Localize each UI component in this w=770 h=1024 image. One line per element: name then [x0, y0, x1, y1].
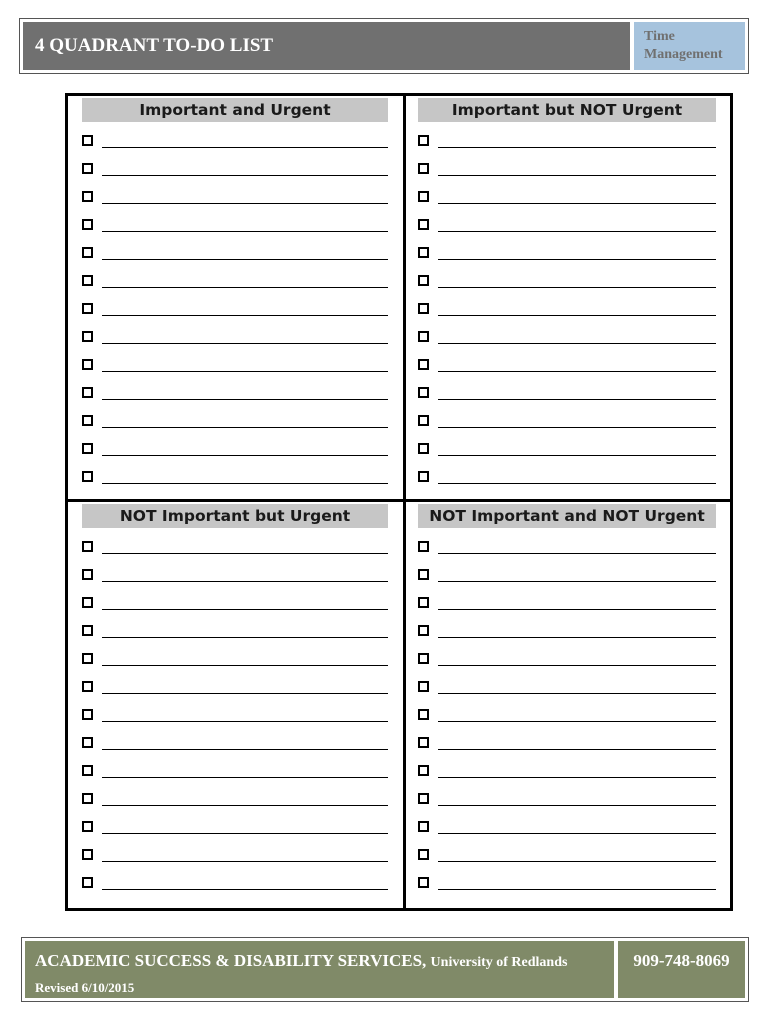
todo-row — [82, 734, 388, 754]
todo-checkbox[interactable] — [418, 275, 429, 286]
todo-checkbox[interactable] — [82, 275, 93, 286]
todo-row — [82, 846, 388, 866]
todo-checkbox[interactable] — [418, 541, 429, 552]
todo-write-line[interactable] — [438, 259, 716, 260]
horizontal-divider — [68, 499, 730, 502]
todo-checkbox[interactable] — [418, 331, 429, 342]
footer-organization — [35, 951, 567, 971]
todo-checkbox[interactable] — [418, 569, 429, 580]
quadrant-title: Important but NOT Urgent — [418, 98, 716, 122]
todo-checkbox[interactable] — [418, 471, 429, 482]
todo-row — [418, 790, 716, 810]
todo-row — [82, 594, 388, 614]
todo-write-line[interactable] — [102, 203, 388, 204]
todo-row — [418, 874, 716, 894]
todo-row — [418, 468, 716, 488]
quadrant-title: NOT Important but Urgent — [82, 504, 388, 528]
todo-checkbox[interactable] — [418, 163, 429, 174]
todo-row — [82, 566, 388, 586]
todo-row — [82, 874, 388, 894]
todo-row — [82, 328, 388, 348]
todo-checkbox[interactable] — [82, 653, 93, 664]
footer-revised: Revised 6/10/2015 — [35, 980, 135, 995]
todo-write-line[interactable] — [438, 455, 716, 456]
todo-row — [418, 160, 716, 180]
vertical-divider — [403, 96, 406, 908]
todo-write-line[interactable] — [102, 609, 388, 610]
todo-row — [82, 272, 388, 292]
todo-write-line[interactable] — [438, 805, 716, 806]
todo-write-line[interactable] — [438, 581, 716, 582]
footer-phone: 909-748-8069 — [618, 941, 745, 998]
todo-row — [418, 440, 716, 460]
todo-write-line[interactable] — [102, 833, 388, 834]
todo-row — [82, 622, 388, 642]
todo-row — [418, 328, 716, 348]
todo-checkbox[interactable] — [418, 653, 429, 664]
todo-write-line[interactable] — [438, 483, 716, 484]
todo-row — [418, 566, 716, 586]
todo-row — [418, 678, 716, 698]
todo-write-line[interactable] — [102, 777, 388, 778]
todo-row — [82, 216, 388, 236]
todo-checkbox[interactable] — [418, 303, 429, 314]
todo-write-line[interactable] — [102, 399, 388, 400]
todo-row — [82, 160, 388, 180]
page-footer — [21, 937, 749, 1002]
todo-checkbox[interactable] — [82, 247, 93, 258]
todo-row — [418, 132, 716, 152]
footer-org-name: ACADEMIC SUCCESS & DISABILITY SERVICES, — [35, 951, 427, 970]
todo-write-line[interactable] — [438, 175, 716, 176]
todo-checkbox[interactable] — [82, 765, 93, 776]
todo-write-line[interactable] — [102, 693, 388, 694]
header-tag-line2: Management — [644, 47, 723, 62]
todo-checkbox[interactable] — [82, 625, 93, 636]
todo-row — [418, 412, 716, 432]
quadrant-title: NOT Important and NOT Urgent — [418, 504, 716, 528]
todo-row — [82, 650, 388, 670]
todo-row — [418, 188, 716, 208]
todo-row — [82, 538, 388, 558]
todo-checkbox[interactable] — [82, 303, 93, 314]
todo-write-line[interactable] — [102, 637, 388, 638]
todo-write-line[interactable] — [102, 427, 388, 428]
todo-write-line[interactable] — [438, 427, 716, 428]
todo-write-line[interactable] — [102, 721, 388, 722]
todo-write-line[interactable] — [438, 721, 716, 722]
todo-checkbox[interactable] — [418, 191, 429, 202]
todo-write-line[interactable] — [438, 399, 716, 400]
todo-checkbox[interactable] — [82, 877, 93, 888]
todo-write-line[interactable] — [438, 777, 716, 778]
todo-row — [418, 762, 716, 782]
todo-write-line[interactable] — [438, 889, 716, 890]
todo-checkbox[interactable] — [82, 569, 93, 580]
todo-checkbox[interactable] — [418, 359, 429, 370]
footer-university: University of Redlands — [430, 955, 568, 970]
todo-checkbox[interactable] — [82, 135, 93, 146]
todo-checkbox[interactable] — [418, 793, 429, 804]
todo-write-line[interactable] — [438, 371, 716, 372]
todo-checkbox[interactable] — [82, 163, 93, 174]
todo-checkbox[interactable] — [418, 737, 429, 748]
header-tag-line1: Time — [644, 29, 675, 44]
todo-row — [418, 734, 716, 754]
todo-write-line[interactable] — [438, 861, 716, 862]
todo-row — [82, 790, 388, 810]
todo-checkbox[interactable] — [82, 191, 93, 202]
todo-row — [82, 244, 388, 264]
todo-checkbox[interactable] — [418, 849, 429, 860]
todo-checkbox[interactable] — [82, 849, 93, 860]
todo-write-line[interactable] — [438, 637, 716, 638]
todo-write-line[interactable] — [102, 483, 388, 484]
todo-write-line[interactable] — [102, 861, 388, 862]
todo-checkbox[interactable] — [82, 709, 93, 720]
todo-write-line[interactable] — [102, 553, 388, 554]
todo-write-line[interactable] — [102, 259, 388, 260]
todo-checkbox[interactable] — [82, 331, 93, 342]
todo-checkbox[interactable] — [82, 737, 93, 748]
todo-row — [418, 650, 716, 670]
todo-write-line[interactable] — [438, 315, 716, 316]
todo-row — [82, 384, 388, 404]
todo-row — [418, 622, 716, 642]
todo-write-line[interactable] — [438, 231, 716, 232]
todo-checkbox[interactable] — [418, 387, 429, 398]
todo-checkbox[interactable] — [418, 415, 429, 426]
todo-row — [418, 356, 716, 376]
todo-row — [82, 300, 388, 320]
todo-write-line[interactable] — [102, 889, 388, 890]
quadrant-grid — [65, 93, 733, 911]
todo-write-line[interactable] — [102, 371, 388, 372]
todo-checkbox[interactable] — [418, 821, 429, 832]
todo-write-line[interactable] — [102, 147, 388, 148]
todo-checkbox[interactable] — [418, 443, 429, 454]
todo-write-line[interactable] — [438, 665, 716, 666]
todo-row — [82, 762, 388, 782]
todo-checkbox[interactable] — [82, 359, 93, 370]
todo-row — [418, 706, 716, 726]
todo-write-line[interactable] — [102, 343, 388, 344]
todo-checkbox[interactable] — [418, 709, 429, 720]
todo-write-line[interactable] — [102, 665, 388, 666]
page-header — [19, 18, 749, 74]
todo-write-line[interactable] — [102, 315, 388, 316]
header-tag — [634, 22, 745, 70]
todo-write-line[interactable] — [438, 693, 716, 694]
todo-checkbox[interactable] — [418, 247, 429, 258]
todo-row — [82, 356, 388, 376]
todo-checkbox[interactable] — [82, 793, 93, 804]
todo-row — [418, 216, 716, 236]
todo-checkbox[interactable] — [418, 219, 429, 230]
todo-write-line[interactable] — [102, 805, 388, 806]
todo-row — [82, 706, 388, 726]
todo-checkbox[interactable] — [418, 597, 429, 608]
todo-write-line[interactable] — [438, 749, 716, 750]
todo-row — [418, 300, 716, 320]
todo-write-line[interactable] — [438, 147, 716, 148]
todo-row — [82, 132, 388, 152]
todo-write-line[interactable] — [438, 203, 716, 204]
todo-checkbox[interactable] — [82, 821, 93, 832]
todo-row — [82, 440, 388, 460]
todo-checkbox[interactable] — [82, 443, 93, 454]
page-title: 4 QUADRANT TO-DO LIST — [23, 22, 630, 70]
todo-write-line[interactable] — [438, 609, 716, 610]
todo-row — [82, 468, 388, 488]
todo-write-line[interactable] — [438, 287, 716, 288]
todo-row — [418, 244, 716, 264]
todo-checkbox[interactable] — [418, 625, 429, 636]
todo-row — [418, 538, 716, 558]
todo-row — [82, 188, 388, 208]
todo-checkbox[interactable] — [418, 681, 429, 692]
todo-write-line[interactable] — [102, 231, 388, 232]
todo-checkbox[interactable] — [82, 597, 93, 608]
todo-row — [418, 384, 716, 404]
todo-row — [418, 272, 716, 292]
todo-row — [418, 594, 716, 614]
todo-write-line[interactable] — [438, 553, 716, 554]
todo-write-line[interactable] — [102, 287, 388, 288]
todo-checkbox[interactable] — [418, 877, 429, 888]
todo-checkbox[interactable] — [82, 681, 93, 692]
footer-info — [25, 941, 614, 998]
todo-checkbox[interactable] — [82, 541, 93, 552]
todo-checkbox[interactable] — [82, 415, 93, 426]
quadrant-title: Important and Urgent — [82, 98, 388, 122]
todo-checkbox[interactable] — [82, 471, 93, 482]
todo-write-line[interactable] — [438, 833, 716, 834]
todo-checkbox[interactable] — [82, 387, 93, 398]
todo-row — [82, 412, 388, 432]
todo-write-line[interactable] — [102, 749, 388, 750]
todo-checkbox[interactable] — [418, 135, 429, 146]
todo-checkbox[interactable] — [82, 219, 93, 230]
todo-write-line[interactable] — [102, 175, 388, 176]
todo-write-line[interactable] — [102, 581, 388, 582]
todo-row — [418, 818, 716, 838]
todo-write-line[interactable] — [102, 455, 388, 456]
todo-checkbox[interactable] — [418, 765, 429, 776]
todo-row — [82, 678, 388, 698]
todo-row — [82, 818, 388, 838]
todo-row — [418, 846, 716, 866]
todo-write-line[interactable] — [438, 343, 716, 344]
